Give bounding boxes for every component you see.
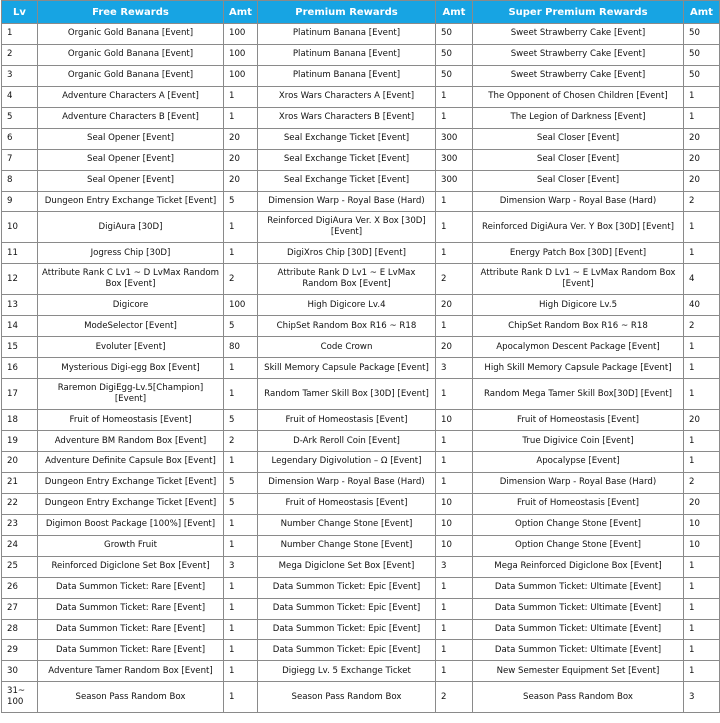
table-row: [2, 170, 720, 191]
header-free-rewards: Free Rewards: [38, 1, 224, 24]
super-premium-amount-cell: 1: [684, 243, 720, 264]
super-premium-amount-cell: 10: [684, 535, 720, 556]
header-lv: Lv: [2, 1, 38, 24]
level-cell: 13: [2, 295, 38, 316]
level-cell: 9: [2, 191, 38, 212]
level-cell: 21: [2, 472, 38, 493]
super-premium-reward-cell: Season Pass Random Box: [473, 682, 684, 713]
header-premium-rewards: Premium Rewards: [258, 1, 436, 24]
level-cell: 3: [2, 65, 38, 86]
premium-reward-cell: High Digicore Lv.4: [258, 295, 436, 316]
premium-amount-cell: 50: [436, 65, 473, 86]
level-cell: 22: [2, 493, 38, 514]
header-row: [2, 1, 720, 24]
premium-reward-cell: Random Tamer Skill Box [30D] [Event]: [258, 379, 436, 410]
free-amount-cell: 3: [224, 556, 258, 577]
super-premium-reward-cell: New Semester Equipment Set [Event]: [473, 661, 684, 682]
level-cell: 29: [2, 640, 38, 661]
premium-amount-cell: 1: [436, 86, 473, 107]
season-pass-rewards-table: [1, 0, 720, 713]
table-row: [2, 379, 720, 410]
super-premium-reward-cell: Dimension Warp - Royal Base (Hard): [473, 191, 684, 212]
table-row: [2, 316, 720, 337]
level-cell: 16: [2, 358, 38, 379]
table-row: [2, 212, 720, 243]
table-row: [2, 358, 720, 379]
super-premium-amount-cell: 1: [684, 107, 720, 128]
header-free-amt: Amt: [224, 1, 258, 24]
table-row: [2, 619, 720, 640]
super-premium-amount-cell: 1: [684, 556, 720, 577]
super-premium-reward-cell: The Legion of Darkness [Event]: [473, 107, 684, 128]
super-premium-reward-cell: Data Summon Ticket: Ultimate [Event]: [473, 640, 684, 661]
premium-reward-cell: ChipSet Random Box R16 ~ R18: [258, 316, 436, 337]
free-amount-cell: 5: [224, 472, 258, 493]
super-premium-amount-cell: 2: [684, 191, 720, 212]
super-premium-reward-cell: Energy Patch Box [30D] [Event]: [473, 243, 684, 264]
super-premium-amount-cell: 20: [684, 128, 720, 149]
free-reward-cell: ModeSelector [Event]: [38, 316, 224, 337]
free-reward-cell: DigiAura [30D]: [38, 212, 224, 243]
super-premium-reward-cell: Mega Reinforced Digiclone Box [Event]: [473, 556, 684, 577]
super-premium-reward-cell: Seal Closer [Event]: [473, 170, 684, 191]
level-cell: 17: [2, 379, 38, 410]
premium-reward-cell: Dimension Warp - Royal Base (Hard): [258, 191, 436, 212]
super-premium-amount-cell: 50: [684, 65, 720, 86]
premium-reward-cell: Seal Exchange Ticket [Event]: [258, 170, 436, 191]
premium-reward-cell: Platinum Banana [Event]: [258, 24, 436, 45]
premium-amount-cell: 10: [436, 535, 473, 556]
super-premium-amount-cell: 20: [684, 410, 720, 431]
level-cell: 10: [2, 212, 38, 243]
super-premium-amount-cell: 1: [684, 577, 720, 598]
table-header: [2, 1, 720, 24]
free-amount-cell: 5: [224, 410, 258, 431]
free-reward-cell: Fruit of Homeostasis [Event]: [38, 410, 224, 431]
premium-reward-cell: Legendary Digivolution – Ω [Event]: [258, 452, 436, 473]
super-premium-amount-cell: 1: [684, 661, 720, 682]
table-row: [2, 493, 720, 514]
free-amount-cell: 1: [224, 577, 258, 598]
premium-reward-cell: Skill Memory Capsule Package [Event]: [258, 358, 436, 379]
free-amount-cell: 100: [224, 295, 258, 316]
level-cell: 15: [2, 337, 38, 358]
free-reward-cell: Digimon Boost Package [100%] [Event]: [38, 514, 224, 535]
table-row: [2, 65, 720, 86]
free-reward-cell: Digicore: [38, 295, 224, 316]
super-premium-reward-cell: Sweet Strawberry Cake [Event]: [473, 44, 684, 65]
free-reward-cell: Organic Gold Banana [Event]: [38, 24, 224, 45]
table-row: [2, 514, 720, 535]
free-reward-cell: Seal Opener [Event]: [38, 149, 224, 170]
super-premium-amount-cell: 1: [684, 619, 720, 640]
super-premium-reward-cell: Attribute Rank D Lv1 ~ E LvMax Random Box [Event]: [473, 264, 684, 295]
level-cell: 27: [2, 598, 38, 619]
free-amount-cell: 20: [224, 128, 258, 149]
level-cell: 8: [2, 170, 38, 191]
table-row: [2, 44, 720, 65]
super-premium-reward-cell: The Opponent of Chosen Children [Event]: [473, 86, 684, 107]
table-row: [2, 128, 720, 149]
super-premium-amount-cell: 1: [684, 86, 720, 107]
level-cell: 19: [2, 431, 38, 452]
free-reward-cell: Evoluter [Event]: [38, 337, 224, 358]
table-row: [2, 556, 720, 577]
free-reward-cell: Seal Opener [Event]: [38, 128, 224, 149]
super-premium-amount-cell: 1: [684, 212, 720, 243]
super-premium-reward-cell: Data Summon Ticket: Ultimate [Event]: [473, 598, 684, 619]
premium-reward-cell: Xros Wars Characters B [Event]: [258, 107, 436, 128]
super-premium-amount-cell: 1: [684, 431, 720, 452]
table-row: [2, 682, 720, 713]
table-row: [2, 535, 720, 556]
free-reward-cell: Attribute Rank C Lv1 ~ D LvMax Random Box [Event]: [38, 264, 224, 295]
premium-reward-cell: Reinforced DigiAura Ver. X Box [30D] [Event]: [258, 212, 436, 243]
free-reward-cell: Organic Gold Banana [Event]: [38, 44, 224, 65]
level-cell: 1: [2, 24, 38, 45]
level-cell: 6: [2, 128, 38, 149]
table-row: [2, 431, 720, 452]
level-cell: 11: [2, 243, 38, 264]
super-premium-reward-cell: True Digivice Coin [Event]: [473, 431, 684, 452]
free-reward-cell: Raremon DigiEgg-Lv.5[Champion] [Event]: [38, 379, 224, 410]
premium-amount-cell: 50: [436, 44, 473, 65]
super-premium-reward-cell: Dimension Warp - Royal Base (Hard): [473, 472, 684, 493]
table-row: [2, 410, 720, 431]
super-premium-reward-cell: Option Change Stone [Event]: [473, 535, 684, 556]
super-premium-reward-cell: Option Change Stone [Event]: [473, 514, 684, 535]
free-reward-cell: Data Summon Ticket: Rare [Event]: [38, 598, 224, 619]
level-cell: 2: [2, 44, 38, 65]
super-premium-amount-cell: 1: [684, 598, 720, 619]
super-premium-amount-cell: 3: [684, 682, 720, 713]
table-row: [2, 243, 720, 264]
premium-reward-cell: Seal Exchange Ticket [Event]: [258, 128, 436, 149]
premium-amount-cell: 1: [436, 661, 473, 682]
level-cell: 4: [2, 86, 38, 107]
super-premium-amount-cell: 20: [684, 149, 720, 170]
table-row: [2, 86, 720, 107]
free-reward-cell: Adventure Definite Capsule Box [Event]: [38, 452, 224, 473]
super-premium-reward-cell: Sweet Strawberry Cake [Event]: [473, 65, 684, 86]
super-premium-reward-cell: Random Mega Tamer Skill Box[30D] [Event]: [473, 379, 684, 410]
free-reward-cell: Adventure Tamer Random Box [Event]: [38, 661, 224, 682]
premium-amount-cell: 1: [436, 640, 473, 661]
premium-amount-cell: 1: [436, 598, 473, 619]
premium-amount-cell: 300: [436, 128, 473, 149]
free-amount-cell: 2: [224, 264, 258, 295]
super-premium-amount-cell: 20: [684, 170, 720, 191]
level-cell: 14: [2, 316, 38, 337]
super-premium-reward-cell: Data Summon Ticket: Ultimate [Event]: [473, 619, 684, 640]
premium-reward-cell: Data Summon Ticket: Epic [Event]: [258, 640, 436, 661]
level-cell: 25: [2, 556, 38, 577]
super-premium-reward-cell: High Skill Memory Capsule Package [Event]: [473, 358, 684, 379]
super-premium-amount-cell: 2: [684, 472, 720, 493]
premium-reward-cell: Data Summon Ticket: Epic [Event]: [258, 619, 436, 640]
free-reward-cell: Data Summon Ticket: Rare [Event]: [38, 619, 224, 640]
premium-reward-cell: Data Summon Ticket: Epic [Event]: [258, 598, 436, 619]
premium-amount-cell: 3: [436, 556, 473, 577]
level-cell: 5: [2, 107, 38, 128]
free-amount-cell: 1: [224, 107, 258, 128]
free-amount-cell: 1: [224, 212, 258, 243]
premium-reward-cell: Attribute Rank D Lv1 ~ E LvMax Random Box [Event]: [258, 264, 436, 295]
super-premium-amount-cell: 1: [684, 379, 720, 410]
super-premium-reward-cell: Sweet Strawberry Cake [Event]: [473, 24, 684, 45]
super-premium-reward-cell: Seal Closer [Event]: [473, 149, 684, 170]
free-amount-cell: 1: [224, 86, 258, 107]
level-cell: 30: [2, 661, 38, 682]
table-row: [2, 264, 720, 295]
header-premium-amt: Amt: [436, 1, 473, 24]
premium-amount-cell: 1: [436, 212, 473, 243]
premium-amount-cell: 1: [436, 619, 473, 640]
header-super-premium-amt: Amt: [684, 1, 720, 24]
premium-amount-cell: 1: [436, 472, 473, 493]
level-cell: 26: [2, 577, 38, 598]
free-amount-cell: 1: [224, 661, 258, 682]
premium-reward-cell: Data Summon Ticket: Epic [Event]: [258, 577, 436, 598]
free-reward-cell: Reinforced Digiclone Set Box [Event]: [38, 556, 224, 577]
super-premium-reward-cell: Seal Closer [Event]: [473, 128, 684, 149]
free-amount-cell: 100: [224, 24, 258, 45]
premium-amount-cell: 2: [436, 682, 473, 713]
premium-amount-cell: 1: [436, 379, 473, 410]
free-reward-cell: Adventure Characters B [Event]: [38, 107, 224, 128]
free-amount-cell: 1: [224, 358, 258, 379]
super-premium-amount-cell: 1: [684, 358, 720, 379]
level-cell: 31~ 100: [2, 682, 38, 713]
super-premium-reward-cell: Fruit of Homeostasis [Event]: [473, 493, 684, 514]
premium-reward-cell: Xros Wars Characters A [Event]: [258, 86, 436, 107]
free-reward-cell: Dungeon Entry Exchange Ticket [Event]: [38, 472, 224, 493]
premium-reward-cell: Dimension Warp - Royal Base (Hard): [258, 472, 436, 493]
table-row: [2, 661, 720, 682]
super-premium-reward-cell: Data Summon Ticket: Ultimate [Event]: [473, 577, 684, 598]
free-amount-cell: 100: [224, 44, 258, 65]
premium-amount-cell: 1: [436, 243, 473, 264]
free-reward-cell: Organic Gold Banana [Event]: [38, 65, 224, 86]
table-row: [2, 191, 720, 212]
free-amount-cell: 1: [224, 682, 258, 713]
table-row: [2, 24, 720, 45]
super-premium-reward-cell: ChipSet Random Box R16 ~ R18: [473, 316, 684, 337]
free-reward-cell: Jogress Chip [30D]: [38, 243, 224, 264]
free-reward-cell: Dungeon Entry Exchange Ticket [Event]: [38, 191, 224, 212]
free-reward-cell: Data Summon Ticket: Rare [Event]: [38, 640, 224, 661]
premium-reward-cell: Season Pass Random Box: [258, 682, 436, 713]
premium-reward-cell: Seal Exchange Ticket [Event]: [258, 149, 436, 170]
premium-amount-cell: 1: [436, 316, 473, 337]
premium-amount-cell: 20: [436, 337, 473, 358]
free-amount-cell: 1: [224, 619, 258, 640]
super-premium-amount-cell: 20: [684, 493, 720, 514]
super-premium-reward-cell: Fruit of Homeostasis [Event]: [473, 410, 684, 431]
super-premium-amount-cell: 1: [684, 640, 720, 661]
free-amount-cell: 1: [224, 243, 258, 264]
premium-amount-cell: 50: [436, 24, 473, 45]
free-amount-cell: 5: [224, 316, 258, 337]
super-premium-reward-cell: Apocalymon Descent Package [Event]: [473, 337, 684, 358]
super-premium-amount-cell: 4: [684, 264, 720, 295]
super-premium-reward-cell: Reinforced DigiAura Ver. Y Box [30D] [Event]: [473, 212, 684, 243]
premium-reward-cell: Code Crown: [258, 337, 436, 358]
table-row: [2, 452, 720, 473]
free-amount-cell: 20: [224, 149, 258, 170]
premium-amount-cell: 2: [436, 264, 473, 295]
super-premium-amount-cell: 1: [684, 337, 720, 358]
premium-amount-cell: 3: [436, 358, 473, 379]
super-premium-amount-cell: 40: [684, 295, 720, 316]
table-row: [2, 149, 720, 170]
super-premium-amount-cell: 2: [684, 316, 720, 337]
premium-reward-cell: Digiegg Lv. 5 Exchange Ticket: [258, 661, 436, 682]
free-amount-cell: 5: [224, 191, 258, 212]
level-cell: 23: [2, 514, 38, 535]
premium-reward-cell: D-Ark Reroll Coin [Event]: [258, 431, 436, 452]
super-premium-reward-cell: High Digicore Lv.5: [473, 295, 684, 316]
free-reward-cell: Season Pass Random Box: [38, 682, 224, 713]
premium-amount-cell: 20: [436, 295, 473, 316]
super-premium-amount-cell: 50: [684, 44, 720, 65]
free-reward-cell: Data Summon Ticket: Rare [Event]: [38, 577, 224, 598]
header-super-premium-rewards: Super Premium Rewards: [473, 1, 684, 24]
super-premium-amount-cell: 50: [684, 24, 720, 45]
premium-amount-cell: 1: [436, 431, 473, 452]
free-reward-cell: Seal Opener [Event]: [38, 170, 224, 191]
level-cell: 18: [2, 410, 38, 431]
free-reward-cell: Mysterious Digi-egg Box [Event]: [38, 358, 224, 379]
super-premium-amount-cell: 10: [684, 514, 720, 535]
premium-reward-cell: Number Change Stone [Event]: [258, 535, 436, 556]
level-cell: 7: [2, 149, 38, 170]
premium-reward-cell: Number Change Stone [Event]: [258, 514, 436, 535]
premium-reward-cell: Fruit of Homeostasis [Event]: [258, 493, 436, 514]
premium-reward-cell: Fruit of Homeostasis [Event]: [258, 410, 436, 431]
free-reward-cell: Adventure BM Random Box [Event]: [38, 431, 224, 452]
free-amount-cell: 100: [224, 65, 258, 86]
level-cell: 12: [2, 264, 38, 295]
premium-reward-cell: DigiXros Chip [30D] [Event]: [258, 243, 436, 264]
free-amount-cell: 1: [224, 640, 258, 661]
super-premium-reward-cell: Apocalypse [Event]: [473, 452, 684, 473]
free-reward-cell: Growth Fruit: [38, 535, 224, 556]
premium-amount-cell: 300: [436, 149, 473, 170]
free-amount-cell: 1: [224, 598, 258, 619]
free-amount-cell: 1: [224, 514, 258, 535]
table-row: [2, 107, 720, 128]
premium-reward-cell: Mega Digiclone Set Box [Event]: [258, 556, 436, 577]
premium-amount-cell: 10: [436, 410, 473, 431]
level-cell: 24: [2, 535, 38, 556]
level-cell: 28: [2, 619, 38, 640]
premium-amount-cell: 10: [436, 493, 473, 514]
premium-amount-cell: 1: [436, 452, 473, 473]
premium-amount-cell: 1: [436, 577, 473, 598]
premium-reward-cell: Platinum Banana [Event]: [258, 65, 436, 86]
free-amount-cell: 1: [224, 452, 258, 473]
free-amount-cell: 1: [224, 535, 258, 556]
free-amount-cell: 20: [224, 170, 258, 191]
premium-amount-cell: 10: [436, 514, 473, 535]
table-body: [2, 24, 720, 713]
premium-amount-cell: 300: [436, 170, 473, 191]
table-row: [2, 577, 720, 598]
table-row: [2, 295, 720, 316]
free-reward-cell: Dungeon Entry Exchange Ticket [Event]: [38, 493, 224, 514]
level-cell: 20: [2, 452, 38, 473]
free-amount-cell: 2: [224, 431, 258, 452]
table-row: [2, 598, 720, 619]
free-amount-cell: 1: [224, 379, 258, 410]
premium-amount-cell: 1: [436, 191, 473, 212]
table-row: [2, 472, 720, 493]
table-row: [2, 337, 720, 358]
premium-reward-cell: Platinum Banana [Event]: [258, 44, 436, 65]
free-amount-cell: 5: [224, 493, 258, 514]
super-premium-amount-cell: 1: [684, 452, 720, 473]
free-reward-cell: Adventure Characters A [Event]: [38, 86, 224, 107]
table-row: [2, 640, 720, 661]
premium-amount-cell: 1: [436, 107, 473, 128]
free-amount-cell: 80: [224, 337, 258, 358]
